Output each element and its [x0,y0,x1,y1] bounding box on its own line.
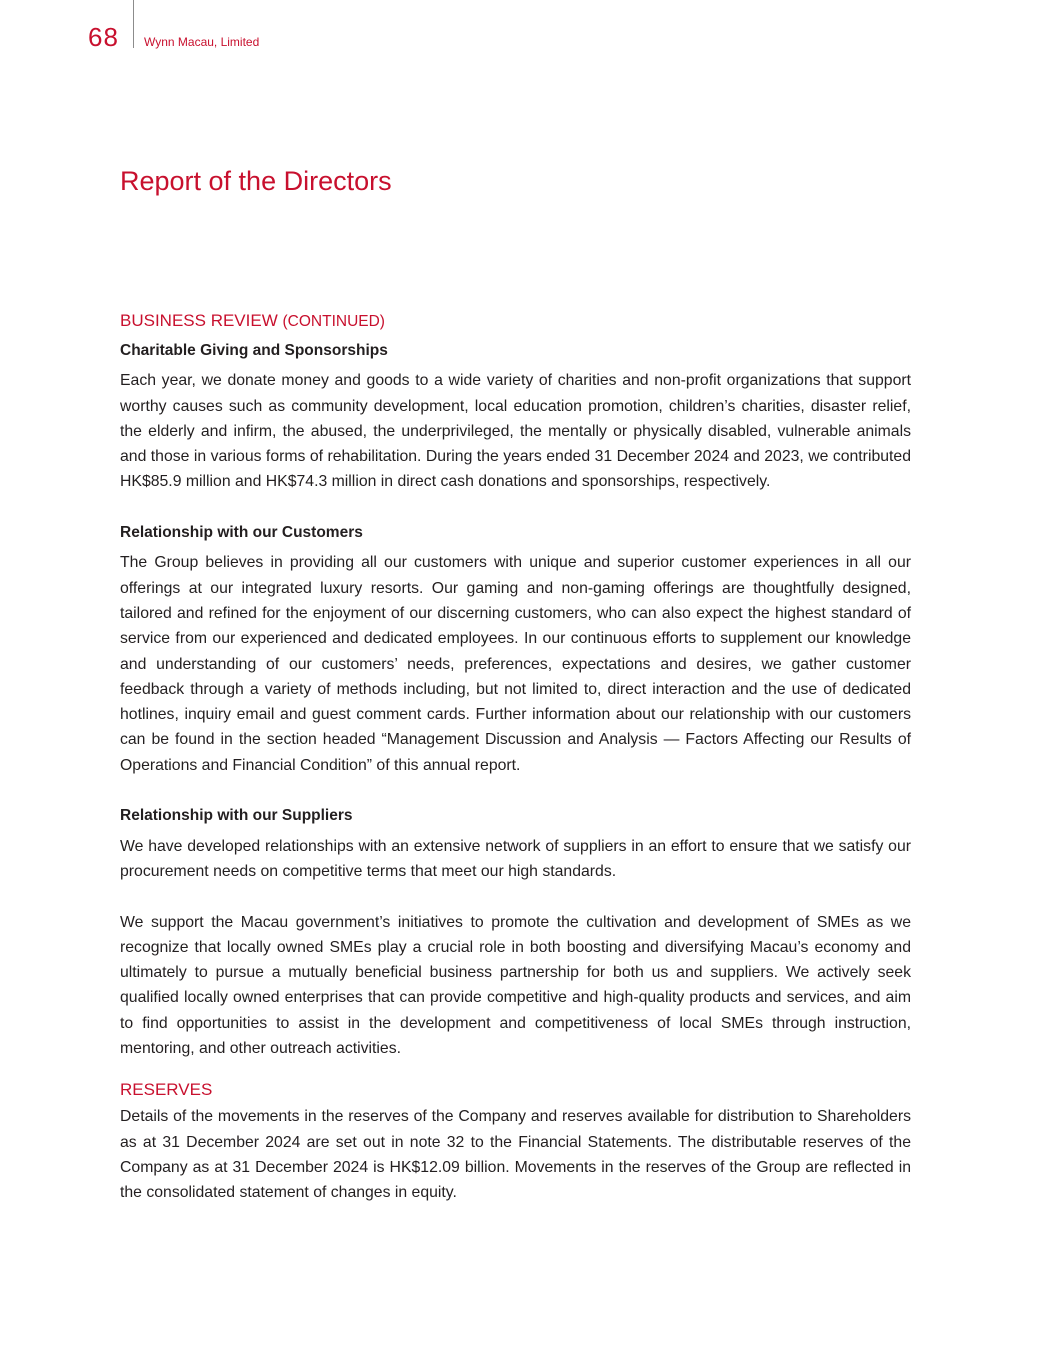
subheading-customers: Relationship with our Customers [120,524,363,542]
subheading-suppliers: Relationship with our Suppliers [120,807,353,825]
paragraph-suppliers-1: We have developed relationships with an extensive network of suppliers in an effort to ensure that we satisfy our procurement needs on competitive terms that meet our high standards. [120,837,911,880]
paragraph-customers: The Group believes in providing all our customers with unique and superior customer experiences in all our offerings at our integrated luxury resorts. Our gaming and non-gaming offerings are thoughtfully designed, tailored and refined for the enjoyment of our discerning customers, who can also expect the highest standard of service from our experienced and dedicated employees. In our continuous efforts to supplement our knowledge and understanding of our customers’ needs, preferences, expectations and desires, we gather customer feedback through a variety of methods including, but not limited to, direct interaction and the use of dedicated hotlines, inquiry email and guest comment cards. Further information about our relationship with our customers can be found in the section headed “Management Discussion and Analysis — Factors Affecting our Results of Operations and Financial Condition” of this annual report. [120,554,911,774]
header-divider [133,0,134,48]
paragraph-reserves: Details of the movements in the reserves of the Company and reserves available for distribution to Shareholders as at 31 December 2024 are set out in note 32 to the Financial Statements. The distributable reserves of the Company as at 31 December 2024 is HK$12.09 billion. Movements in the reserves of the Group are reflected in the consolidated statement of changes in equity. [120,1108,911,1202]
section-heading-reserves: RESERVES [120,1080,213,1100]
section-heading-text: BUSINESS REVIEW [120,311,278,330]
company-name: Wynn Macau, Limited [144,35,260,49]
subheading-charitable-giving: Charitable Giving and Sponsorships [120,342,388,359]
section-heading-business-review [120,309,911,334]
paragraph-charitable-giving: Each year, we donate money and goods to a wide variety of charities and non-profit organizations that support worthy causes such as community development, local education promotion, children’s charities, disaster relief, the elderly and infirm, the abused, the underprivileged, the mentally or physically disabled, vulnerable animals and those in various forms of rehabilitation. During the years ended 31 December 2024 and 2023, we contributed HK$85.9 million and HK$74.3 million in direct cash donations and sponsorships, respectively. [120,372,911,491]
section-heading-suffix: (CONTINUED) [282,313,385,330]
page-title: Report of the Directors [120,166,392,196]
page-content [120,309,911,1206]
page-number: 68 [88,22,119,52]
paragraph-suppliers-2: We support the Macau government’s initiatives to promote the cultivation and development of SMEs as we recognize that locally owned SMEs play a crucial role in both boosting and diversifying Macau’s economy and ultimately to pursue a mutually beneficial business partnership for both us and suppliers. We actively seek qualified locally owned enterprises that can provide competitive and high-quality products and services, and aim to find opportunities to assist in the development and competitiveness of local SMEs through instruction, mentoring, and other outreach activities. [120,913,911,1058]
